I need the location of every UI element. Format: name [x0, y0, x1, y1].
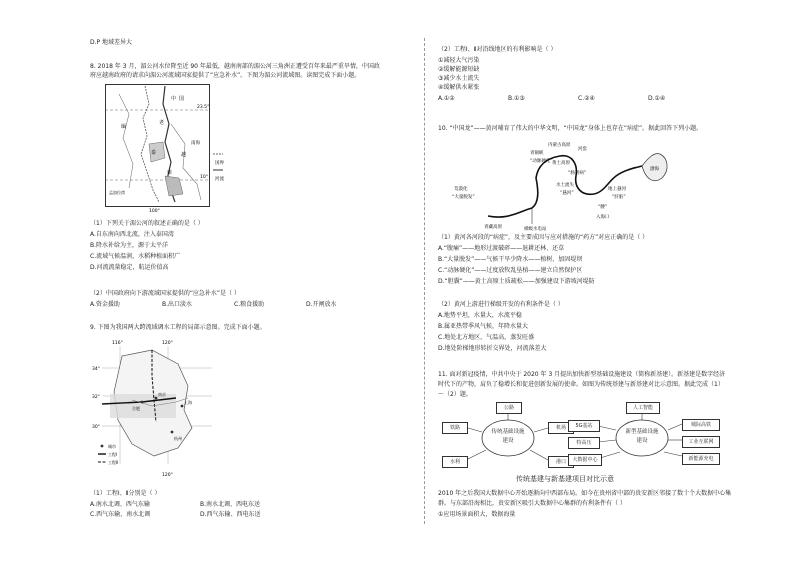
legend-river-label: 河流 — [215, 177, 224, 182]
map-label-bay: 孟加拉湾 — [109, 190, 125, 195]
yr-label-qt: 青铜峡 — [530, 151, 544, 156]
q11-stem-line3: ～（2）题。 — [438, 391, 472, 398]
q8-sub1-option-a[interactable]: A.自东南向西北流，注入泰国湾 — [90, 231, 174, 238]
node-railway: 铁路 — [442, 422, 468, 434]
node-highway: 公路 — [496, 402, 522, 414]
yr-label-shitu: 水土流失 — [556, 183, 574, 188]
map-label-china2: 国 — [179, 96, 185, 102]
map-label-lat10: 10° — [200, 175, 208, 180]
map-label-nanjing: 南京 — [158, 392, 166, 397]
map-label-cambodia: 柬 — [167, 170, 173, 176]
q10-sub2-option-d[interactable]: D.地处阶梯地形转折交界处，河流落差大 — [438, 345, 547, 352]
yr-label-bohai: 渤海 — [650, 167, 659, 172]
q8-sub2-option-c[interactable]: C.粮食援助 — [234, 301, 265, 308]
legend-line1-label: 工程Ⅰ — [108, 452, 118, 457]
traditional-infra-center: 传统基础设施建设 — [491, 429, 525, 444]
map-label-lon116: 116° — [112, 341, 123, 346]
q9-sub1-option-c[interactable]: C.西气东输、南水北调 — [90, 511, 151, 518]
q8-sub1-option-b[interactable]: B.降水补给为主，源于太平洋 — [90, 242, 169, 249]
q8-sub2-option-d[interactable]: D.开闸放水 — [306, 301, 337, 308]
map-label-laos: 老 — [159, 120, 165, 126]
q10-sub2-option-c[interactable]: C.地处北方地区，气温高，蒸发旺盛 — [438, 334, 535, 341]
q9-sub1-stem: （1）工程Ⅰ、Ⅱ分别是（ ） — [90, 490, 161, 497]
yr-label-huangli: “悬河” — [560, 191, 574, 196]
legend-line2-label: 工程Ⅱ — [108, 460, 118, 465]
q9-sub2-item-4: ④缓解供水紧张 — [438, 84, 480, 91]
q9-sub1-option-a[interactable]: A.南水北调、西气东输 — [90, 501, 150, 508]
q9-sub2-option-d[interactable]: D.①④ — [648, 95, 666, 102]
map-label-hefei: 合肥 — [132, 406, 140, 411]
yr-label-huangtu: 黄土高原 — [552, 161, 570, 166]
node-data-center: 大数据中心 — [568, 454, 602, 466]
q10-sub1-option-d[interactable]: D.“胆囊”——黄土高原土质疏松——加强建设下游坡河堤防 — [438, 278, 595, 285]
map-label-lat32: 32° — [92, 395, 100, 400]
node-port: 港口 — [548, 456, 574, 468]
q8-sub2-stem: （2）中国政府向下游流域国家提供的“应急补水”是（ ） — [90, 290, 240, 297]
yr-label-nmg: 内蒙古高原 — [548, 143, 571, 148]
map-label-lon120: 120° — [162, 341, 173, 346]
q11-sub1-line1: 2010 年之后我国大数据中心开始逐渐向中西部布局。如今在贵州省中部的贵安新区邻接了数十个大数据中心集 — [438, 490, 732, 497]
node-intercity-rail: 城际高铁 — [682, 419, 720, 431]
q8-sub2-option-a[interactable]: A.资金援助 — [90, 301, 120, 308]
map-label-china: 中 — [171, 96, 177, 102]
yr-label-xuanhe: 地上悬河 — [608, 187, 626, 192]
q10-sub1-option-c[interactable]: C.“动脉硬化”——过度放牧乱垦植——建立自然保护区 — [438, 267, 583, 274]
q11-sub1-line2: 群。与东部沿海相比，贵安新区吸引大数据中心集群的有利条件有（ ） — [438, 500, 626, 507]
map-label-lon120b: 120° — [162, 473, 173, 478]
yr-label-dali: “大量脱发” — [452, 195, 475, 200]
infrastructure-diagram — [436, 402, 726, 486]
q11-sub1-item-1: ①应用场景面积大，数据海量 — [438, 511, 516, 518]
q10-stem: 10. “中国龙”——黄河哺育了伟大的中华文明，“中国龙”身体上也存在“病症”。据此回答下列小题。 — [438, 125, 703, 132]
q10-sub2-stem: （2）黄河上游进行梯级开发的有利条件是（ ） — [438, 301, 564, 308]
map-label-south-sea: 南海 — [191, 141, 200, 146]
map-label-lat34: 34° — [92, 367, 100, 372]
q9-sub1-option-b[interactable]: B.南水北调、西电东送 — [200, 501, 261, 508]
map-label-tropic: 23.5° — [197, 105, 210, 110]
yellow-river-map — [448, 138, 678, 234]
q8-sub1-option-c[interactable]: C.流域气候温润，水稻种植面积广 — [90, 253, 181, 260]
node-airport: 机场 — [548, 422, 574, 434]
node-5g: 5G基站 — [568, 420, 600, 432]
node-water: 水利 — [442, 456, 468, 468]
q10-sub2-option-b[interactable]: B.属亚热带季风气候，年降水量大 — [438, 323, 529, 330]
map-label-vietnam: 越 — [181, 152, 187, 158]
q10-sub2-option-a[interactable]: A.地势平坦，水量大，水流平稳 — [438, 312, 522, 319]
q9-sub2-item-3: ③减少水土流失 — [438, 75, 480, 82]
q8-stem-line1: 8. 2018 年 3 月，湄公河水位降至近 90 年最低，越南南部的湄公河三角洲正遭受百年来最严重旱情，中国政 — [90, 63, 380, 70]
q9-sub1-option-d[interactable]: D.西气东输、西电东送 — [200, 511, 261, 518]
q9-stem: 9. 下图为我国两大跨流域调水工程的局部示意图。完成下面小题。 — [90, 324, 266, 331]
q9-sub2-option-a[interactable]: A.①② — [438, 95, 455, 102]
binding-line — [424, 38, 425, 524]
yr-label-zoutan: “肠胃病” — [568, 171, 587, 176]
q9-sub2-option-b[interactable]: B.①③ — [508, 95, 525, 102]
yr-label-huangtu2: 荒漠化 — [454, 187, 468, 192]
q8-sub1-option-d[interactable]: D.河流流量稳定，航运价值高 — [90, 264, 169, 271]
diagram-caption: 传统基建与新基建项目对比示意 — [516, 475, 614, 483]
q9-sub2-stem: （2）工程Ⅰ、Ⅱ对沿线地区的有利影响是（ ） — [438, 46, 557, 53]
node-uhv: 特高压 — [568, 437, 600, 449]
q9-sub2-item-2: ②缓解能源短缺 — [438, 66, 480, 73]
yr-label-rukou: 入海口 — [596, 215, 610, 220]
q10-sub1-option-a[interactable]: A.“腹痛”——地形过渡破碎——退耕还林、还草 — [438, 245, 565, 252]
q9-sub2-item-1: ①减轻大气污染 — [438, 57, 480, 64]
yr-label-yangquan: 梯级水电站 — [524, 227, 547, 232]
q9-sub2-option-c[interactable]: C.②④ — [578, 95, 595, 102]
q8-stem-line2: 府应越南政府的请求向湄公河流域国家提供了“应急补水”。下图为湄公河流域图。读图完成下面小题。 — [90, 72, 361, 79]
q8-sub1-stem: （1）下列关于湄公河的叙述正确的是（ ） — [90, 220, 204, 227]
yr-label-daqiao: “肝脏” — [612, 195, 626, 200]
water-transfer-map — [92, 336, 224, 486]
prev-answer-option: D.P 地域差异大 — [90, 39, 133, 46]
right-column — [428, 0, 794, 562]
new-infra-center: 新型基础设施建设 — [625, 429, 659, 444]
q8-sub2-option-b[interactable]: B.出口淡水 — [162, 301, 193, 308]
yr-label-dongmai: “动脉硬化” — [530, 159, 553, 164]
map-label-shanghai: 上海 — [184, 400, 192, 405]
map-label-hangzhou: 杭州 — [174, 436, 182, 441]
yr-label-qinghai: 青藏高原 — [484, 225, 502, 230]
map-label-burma: 缅 — [121, 124, 127, 130]
node-ev-charging: 新能源充电 — [682, 453, 720, 465]
mekong-river-map — [105, 84, 235, 212]
q10-sub1-stem: （1）黄河各河段的“病症”，及主要成因与应对措施的“药方”对应正确的是（ ） — [438, 234, 649, 241]
map-label-thailand: 泰 — [151, 150, 157, 156]
node-industrial-internet: 工业互联网 — [682, 436, 720, 448]
q11-stem-line1: 11. 面对新冠疫情，中共中央于 2020 年 3 月提出加快新型基础设施建设（简称新基建）。新基建是数字经济 — [438, 371, 726, 378]
yr-label-quandi: “腰” — [598, 205, 608, 210]
q11-stem-line2: 时代下的产物，肩负了稳增长和促进创新发展的使命。如图为传统基建与新基建对比示意图。据此完成（1） — [438, 381, 724, 388]
yr-label-hetao: 河套 — [578, 147, 587, 152]
legend-border-label: 国界 — [215, 161, 224, 166]
map-label-lon100: 100° — [149, 209, 160, 212]
map-label-lat30: 30° — [92, 425, 100, 430]
q10-sub1-option-b[interactable]: B.“大量脱发”——气候干旱少降水——植树、加固堤坝 — [438, 256, 583, 263]
legend-city-label: 城市 — [108, 444, 116, 449]
node-ai: 人工智能 — [626, 402, 660, 414]
